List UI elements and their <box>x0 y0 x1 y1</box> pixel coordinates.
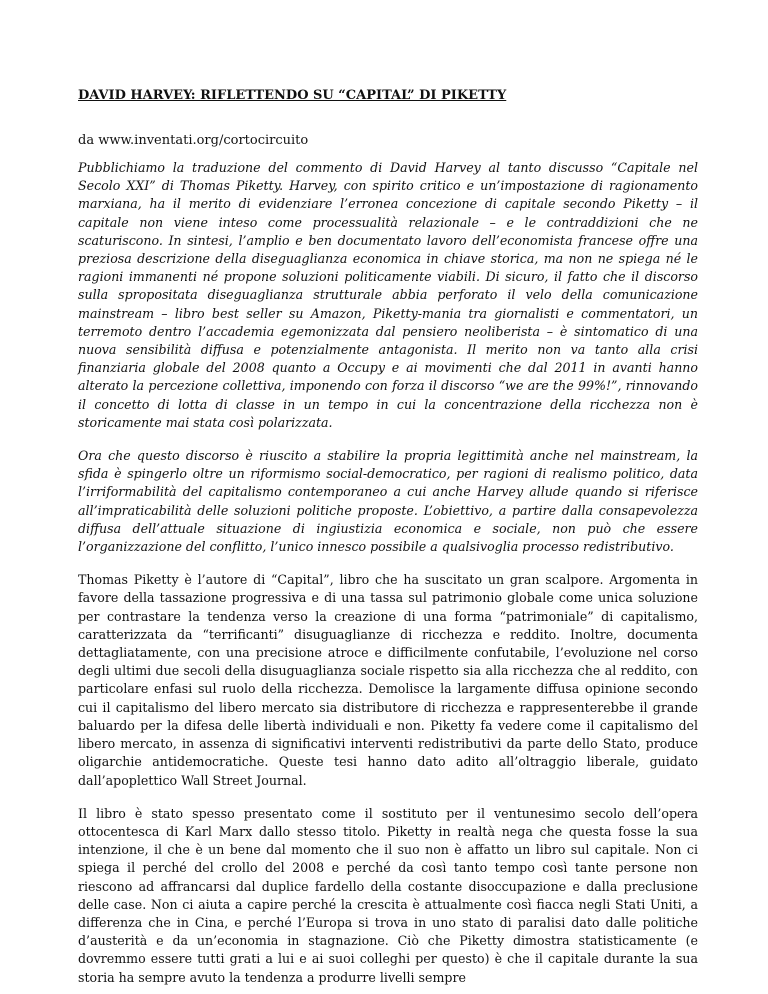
source-line: da www.inventati.org/cortocircuito <box>78 133 309 148</box>
body-paragraph: Thomas Piketty è l’autore di “Capital”, libro che ha suscitato un gran scalpore. Argomenta in favore della tassazione progressiva e di una tassa sul patrimonio globale come unica soluzione per contrastare la tendenza verso la creazione di una forma “patrimoniale” di capitalismo, caratterizzata da “terrificanti” disuguaglianze di ricchezza e reddito. Inoltre, documenta dettagliatamente, con una precisione atroce e difficilmente confutabile, l’evoluzione nel corso degli ultimi due secoli della disuguaglianza sociale rispetto sia alla ricchezza che al reddito, con particolare enfasi sul ruolo della ricchezza. Demolisce la largamente diffusa opinione secondo cui il capitalismo del libero mercato sia distributore di ricchezza e rappresenterebbe il grande baluardo per la difesa delle libertà individuali e non. Piketty fa vedere come il capitalismo del libero mercato, in assenza di significativi interventi redistributivi da parte dello Stato, produce oligarchie antidemocratiche. Queste tesi hanno dato adito all’oltraggio liberale, guidato dall’apoplettico Wall Street Journal. <box>78 572 698 788</box>
intro-paragraph: Ora che questo discorso è riuscito a stabilire la propria legittimità anche nel mainstream, la sfida è spingerlo oltre un riformismo social-democratico, per ragioni di realismo politico, data l’irriformabilità del capitalismo contemporaneo a cui anche Harvey allude quando si riferisce all’impraticabilità delle soluzioni politiche proposte. L’obiettivo, a partire dalla consapevolezza diffusa dell’attuale situazione di ingiustizia economica e sociale, non può che essere l’organizzazione del conflitto, l’unico innesco possibile a qualsivoglia processo redistributivo. <box>78 448 698 555</box>
article-title: DAVID HARVEY: RIFLETTENDO SU “CAPITAL” DI PIKETTY <box>78 88 507 103</box>
intro-paragraph: Pubblichiamo la traduzione del commento di David Harvey al tanto discusso “Capitale nel Secolo XXI” di Thomas Piketty. Harvey, con spirito critico e un’impostazione di ragionamento marxiana, ha il merito di evidenziare l’erronea concezione di capitale secondo Piketty – il capitale non viene inteso come processualità relazionale – e le contraddizioni che ne scaturiscono. In sintesi, l’amplio e ben documentato lavoro dell’economista francese offre una preziosa descrizione della diseguaglianza economica in chiave storica, ma non ne spiega né le ragioni immanenti né propone soluzioni politicamente viabili. Di sicuro, il fatto che il discorso sulla spropositata diseguaglianza strutturale abbia perforato il velo della comunicazione mainstream – libro best seller su Amazon, Piketty-mania tra giornalisti e commentatori, un terremoto dentro l’accademia egemonizzata dal pensiero neoliberista – è sintomatico di una nuova sensibilità diffusa e potenzialmente antagonista. Il merito non va tanto alla crisi finanziaria globale del 2008 quanto a Occupy e ai movimenti che dal 2011 in avanti hanno alterato la percezione collettiva, imponendo con forza il discorso “we are the 99%!”, rinnovando il concetto di lotta di classe in un tempo in cui la concentrazione della ricchezza non è storicamente mai stata così polarizzata. <box>78 160 698 430</box>
body-paragraph: Il libro è stato spesso presentato come il sostituto per il ventunesimo secolo dell’opera ottocentesca di Karl Marx dallo stesso titolo. Piketty in realtà nega che questa fosse la sua intenzione, il che è un bene dal momento che il suo non è affatto un libro sul capitale. Non ci spiega il perché del crollo del 2008 e perché da così tanto tempo così tante persone non riescono ad affrancarsi dal duplice fardello della costante disoccupazione e dalla preclusione delle case. Non ci aiuta a capire perché la crescita è attualmente così fiacca negli Stati Uniti, a differenza che in Cina, e perché l’Europa si trova in uno stato di paralisi dato dalle politiche d’austerità e da un’economia in stagnazione. Ciò che Piketty dimostra statisticamente (e dovremmo essere tutti grati a lui e ai suoi colleghi per questo) è che il capitale durante la sua storia ha sempre avuto la tendenza a produrre livelli sempre <box>78 805 698 985</box>
